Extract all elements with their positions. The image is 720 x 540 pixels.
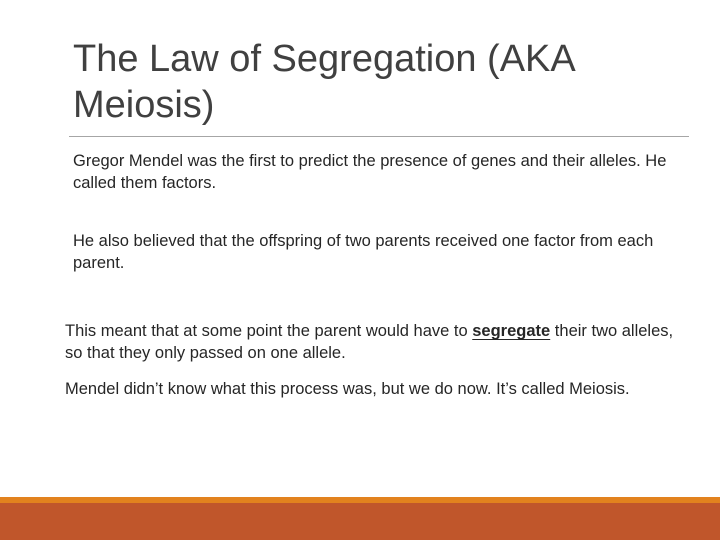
footer-main-band — [0, 503, 720, 540]
paragraph-segregate-alleles — [65, 320, 675, 364]
paragraph-mendel-factors: Gregor Mendel was the first to predict the presence of genes and their alleles. He called them factors. — [73, 152, 667, 192]
paragraph-one-factor-each-parent: He also believed that the offspring of two parents received one factor from each parent. — [73, 232, 654, 272]
segregate-text-after: their two alleles, so that they only passed on one allele. — [65, 322, 674, 362]
slide-title: The Law of Segregation (AKA Meiosis) — [73, 38, 574, 126]
paragraph-meiosis: Mendel didn’t know what this process was, but we do now. It’s called Meiosis. — [65, 380, 630, 398]
title-divider — [69, 136, 689, 137]
segregate-keyword: segregate — [472, 322, 551, 340]
segregate-text-before: This meant that at some point the parent would have to — [65, 322, 473, 340]
